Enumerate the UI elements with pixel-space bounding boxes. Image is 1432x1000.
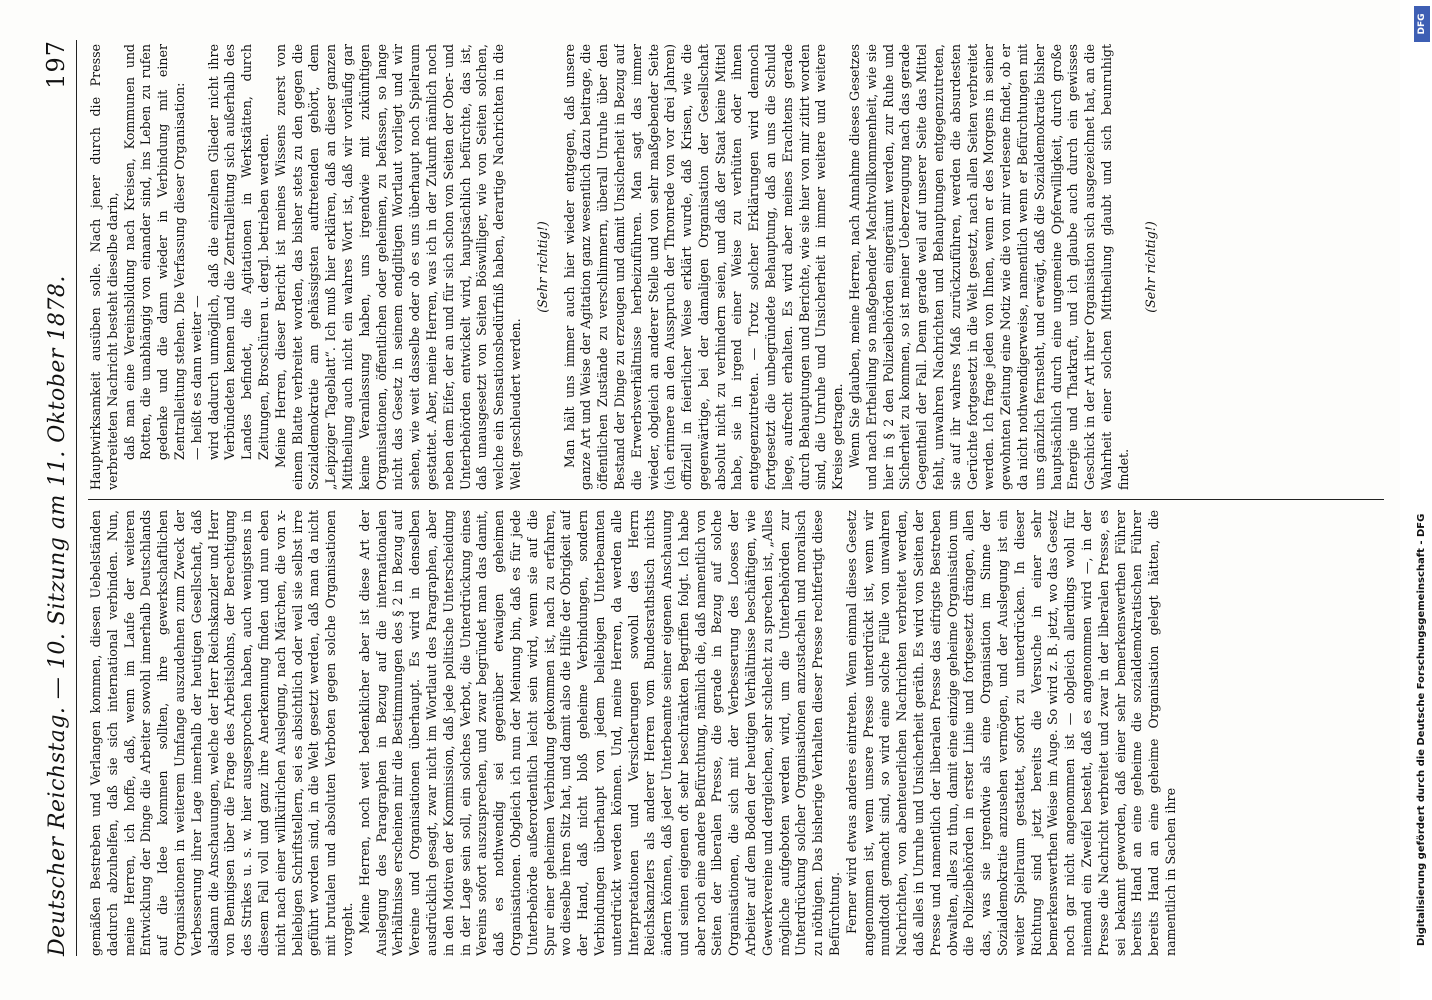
paragraph: wird dadurch unmöglich, daß die einzelnen Glieder nicht ihre Verbündeten kennen und die Zentralleitung sich außerhalb des Landes befindet, die Agitationen in Werkstätten, durch Zeitungen, Broschüren u. dergl. betrieben werden. bbox=[205, 44, 271, 460]
paragraph: — heißt es dann weiter — bbox=[188, 295, 204, 460]
paragraph: daß man eine Vereinsbildung nach Kreisen, Kommunen und Rotten, die unabhängig von einander sind, ins Leben zu rufen gedenke und die dann wieder in Verbindung mit einer Zentralleitung stehen. Die Verfassung dieser Organisation: bbox=[121, 44, 187, 460]
paragraph: Ferner wird etwas anderes eintreten. Wenn einmal dieses Gesetz angenommen ist, wenn unsere Presse unterdrückt ist, wenn wir mundtodt gemacht sind, so wird eine solche Fülle von unwahren Nachrichten, von abenteuerlichen Nachrichten verbreitet werden, daß alles in Unruhe und Unsicherheit geräth. Es wird von Seiten der Presse und namentlich der liberalen Presse das eifrigste Bestreben obwalten, alles zu thun, damit eine einzige geheime Organisation um die Polizeibehörden in erster Linie und fortgesetzt drängen, allen das, was sie irgendwie als eine Organisation im Sinne der Sozialdemokratie anzusehen vermögen, und der Auslegung ist ein weiter Spielraum gestattet, sofort zu unterdrücken. In dieser Richtung sind jetzt bereits die Versuche in einer sehr bemerkenswerthen Weise im Auge. So wird z. B. jetzt, wo das Gesetz noch gar nicht angenommen ist — obgleich allerdings wohl für niemand ein Zweifel besteht, daß es angenommen wird —, in der Presse die Nachricht verbreitet und zwar in der liberalen Presse, es sei bekannt geworden, daß einer sehr bemerkenswerthen Führer bereits Hand an eine geheime die sozialdemokratischen Führer bereits Hand an eine geheime Organisation gelegt hätten, die namentlich in Sachen ihre bbox=[843, 510, 1178, 956]
dfg-logo bbox=[1414, 6, 1430, 42]
paragraph: Hauptwirksamkeit ausüben solle. Nach jener durch die Presse verbreiteten Nachricht besteht dieselbe darin, bbox=[88, 44, 120, 490]
paragraph: Man hält uns immer auch hier wieder entgegen, daß unsere ganze Art und Weise der Agitation ganz wesentlich dazu beitrage, die öffentlichen Zustände zu verschlimmern, überall Unruhe über den Bestand der Dinge zu erzeugen und damit Unsicherheit in Bezug auf die Erwerbsverhältnisse herbeizuführen. Man sagt das immer wieder, obgleich an anderer Stelle und von sehr maßgebender Seite (ich erinnere an den Ausspruch der Thronrede von vor drei Jahren) offiziell in feierlicher Weise erklärt wurde, daß Krisen, wie die gegenwärtige, bei der damaligen Organisation der Gesellschaft absolut nicht zu verhindern seien, und daß der Staat keine Mittel habe, sie in irgend einer Weise zu verhüten oder ihnen entgegenzutreten. — Trotz solcher Erklärungen wird dennoch fortgesetzt die unbegründete Behauptung, daß an uns die Schuld liege, aufrecht erhalten. Es wird aber meines Erachtens gerade durch Behauptungen und Berichte, wie sie hier von mir zitirt worden sind, die Unruhe und Unsicherheit in immer weitere und weitere Kreise getragen. bbox=[561, 44, 846, 490]
credit-text: Digitalisierung gefördert durch die Deutsche Forschungsgemeinschaft - DFG bbox=[1416, 513, 1427, 946]
paragraph: gemäßen Bestreben und Verlangen kommen, diesen Uebelständen dadurch abzuhelfen, daß sie sich international verbinden. Nun, meine Herren, ich hoffe, daß, wenn im Laufe der weiteren Entwicklung der Dinge die Arbeiter sowohl innerhalb Deutschlands auf die Idee kommen sollten, ihre gewerkschaftlichen Organisationen in weiterem Umfange auszudehnen zum Zweck der Verbesserung ihrer Lage innerhalb der heutigen Gesellschaft, daß alsdann die Anschauungen, welche der Herr Reichskanzler und Herr von Bennigsen über die Frage des Arbeitslohns, der Berechtigung des Strikes u. s. w. hier ausgesprochen haben, auch wenigstens in diesem Fall voll und ganz ihre Anerkennung finden und nun eben nicht nach einer willkürlichen Auslegung, nach Märchen, die von x-beliebigen Schriftstellern, sei es absichtlich oder weil sie selbst irre geführt worden sind, in die Welt gesetzt werden, daß man da nicht mit brutalen und absoluten Verboten gegen solche Organisationen vorgeht. bbox=[88, 510, 355, 956]
page-header bbox=[36, 40, 77, 956]
digitization-credit bbox=[1416, 46, 1428, 946]
paragraph: (Sehr richtig!) bbox=[1142, 221, 1158, 313]
paragraph: Meine Herren, dieser Bericht ist meines Wissens zuerst von einem Blatte verbreitet worden, das bisher stets zu den gegen die Sozialdemokratie am gehässigsten auftretenden gehört, dem „Leipziger Tageblatt“. Ich muß hier erklären, daß an dieser ganzen Mittheilung auch nicht ein wahres Wort ist, daß wir vorläufig gar keine Veranlassung haben, uns irgendwie mit zukünftigen Organisationen, öffentlichen oder geheimen, zu befassen, so lange nicht das Gesetz in seinem endgiltigen Wortlaut vorliegt und wir sehen, wie weit dasselbe oder ob es uns überhaupt noch Spielraum gestattet. Aber, meine Herren, was ich in der Zukunft nämlich noch neben dem Eifer, der an und für sich schon von Seiten der Ober- und Unterbehörden entwickelt wird, hauptsächlich befürchte, das ist, daß unausgesetzt von Seiten Böswilliger, wie von Seiten solchen, welche ein Sensationsbedürfniß haben, derartige Nachrichten in die Welt geschleudert werden. bbox=[272, 44, 523, 490]
header-title: Deutscher Reichstag. — 10. Sitzung am 11. Oktober 1878. bbox=[45, 275, 70, 956]
paragraph: Wenn Sie glauben, meine Herren, nach Annahme dieses Gesetzes und nach Ertheilung so maßgebender Machtvollkommenheit, wie sie hier in § 2 den Polizeibehörden eingeräumt werden, zur Ruhe und Sicherheit zu kommen, so ist meiner Ueberzeugung nach das gerade Gegentheil der Fall. Denn gerade weil auf unserer Seite das Mittel fehlt, unwahren Nachrichten und Behauptungen entgegenzutreten, sie auf ihr wahres Maß zurückzuführen, werden die absurdesten Gerüchte fortgesetzt in die Welt gesetzt, nach allen Seiten verbreitet werden. Ich frage jeden von Ihnen, wenn er des Morgens in seiner gewohnten Zeitung eine Notiz wie die von mir verlesene findet, ob er da nicht nothwendigerweise, namentlich wenn er Befürchtungen mit uns gänzlich fernsteht, und erwägt, daß die Sozialdemokratie bisher hauptsächlich durch eine ungemeine Opferwilligkeit, durch große Energie und Thatkraft, und ich glaube auch durch ein gewisses Geschick in der Art ihrer Organisation sich ausgezeichnet hat, an die Wahrheit einer solchen Mittheilung glaubt und sich beunruhigt findet. bbox=[847, 44, 1131, 490]
text-column-left bbox=[88, 510, 1384, 956]
page-number: 197 bbox=[42, 40, 70, 89]
dfg-logo-text: DFG bbox=[1417, 13, 1427, 35]
column-divider bbox=[88, 499, 1384, 500]
paragraph: (Sehr richtig!) bbox=[534, 221, 550, 313]
paragraph: Meine Herren, noch weit bedenklicher aber ist diese Art der Auslegung des Paragraphen in Bezug auf die internationalen Verhältnisse erscheinen mir die Bestimmungen des § 2 in Bezug auf Vereine und Organisationen überhaupt. Es wird in denselben ausdrücklich gesagt, zwar nicht im Wortlaut des Paragraphen, aber in den Motiven der Kommission, daß jede politische Unterscheidung in der Lage sein soll, ein solches Verbot, die Unterdrückung eines Vereins sofort auszusprechen, und zwar begründet man das damit, daß es nothwendig sei gegenüber etwaigen geheimen Organisationen. Obgleich ich nun der Meinung bin, daß es für jede Unterbehörde außerordentlich leicht sein wird, wenn sie auf die Spur einer geheimen Verbindung gekommen ist, nach zu erfahren, wo dieselbe ihren Sitz hat, und damit also die Hilfe der Obrigkeit auf der Hand, daß nicht bloß geheime Verbindungen, sondern Verbindungen überhaupt von jedem beliebigen Unterbeamten unterdrückt werden können. Und, meine Herren, da werden alle Interpretationen und Versicherungen sowohl des Herrn Reichskanzlers als anderer Herren vom Bundesrathstisch nichts ändern können, daß jeder Unterbeamte seiner eigenen Anschauung und seinen eigenen oft sehr beschränkten Begriffen folgt. Ich habe aber noch eine andere Befürchtung, nämlich die, daß namentlich von Seiten der liberalen Presse, die gerade in Bezug auf solche Organisationen, die sich mit der Verbesserung des Looses der Arbeiter auf dem Boden der heutigen Verhältnisse beschäftigen, wie Gewerkvereine und dergleichen, sehr schlecht zu sprechen ist, „Alles mögliche aufgeboten werden wird, um die Unterbehörden zur Unterdrückung solcher Organisationen anzustacheln und moralisch zu nöthigen. Das bisherige Verhalten dieser Presse rechtfertigt diese Befürchtung. bbox=[356, 510, 843, 956]
text-column-right bbox=[88, 44, 1384, 490]
